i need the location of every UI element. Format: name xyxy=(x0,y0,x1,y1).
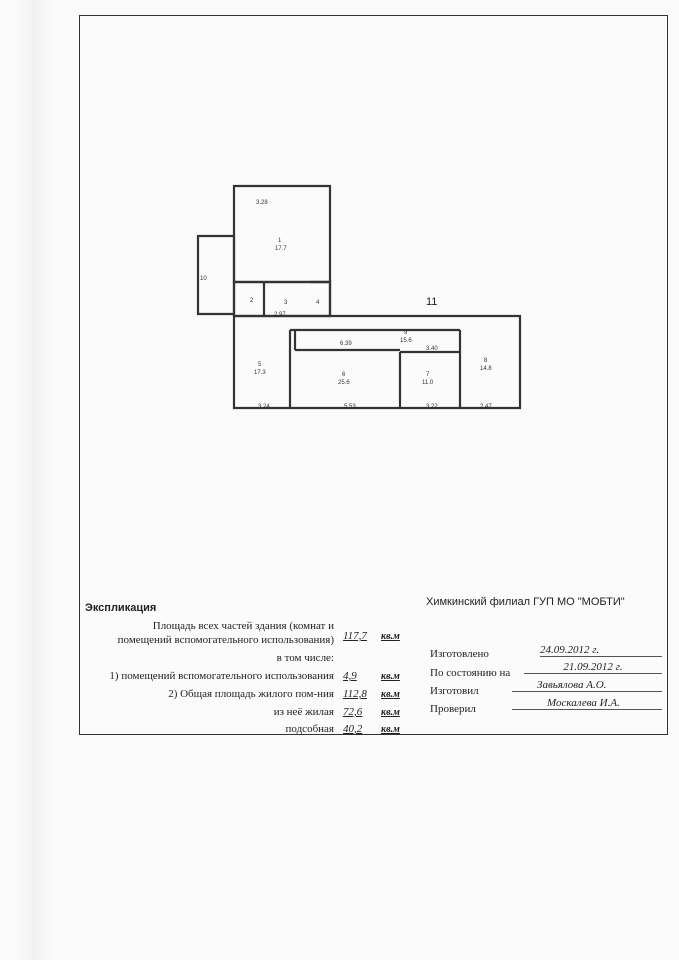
svg-text:7: 7 xyxy=(426,372,430,378)
svg-text:25.6: 25.6 xyxy=(338,380,350,386)
svg-text:6.39: 6.39 xyxy=(340,341,352,347)
svg-text:11.0: 11.0 xyxy=(422,380,434,386)
svg-text:3.24: 3.24 xyxy=(258,404,270,410)
svg-text:3: 3 xyxy=(284,300,288,306)
svg-text:17.3: 17.3 xyxy=(254,370,266,376)
scan-fold-shadow xyxy=(14,0,54,960)
made-value: 24.09.2012 г. xyxy=(540,644,662,657)
balcony-10-outline xyxy=(198,236,234,314)
state-value: 21.09.2012 г. xyxy=(524,661,662,674)
total-area-value: 117,7 xyxy=(343,630,367,642)
svg-text:5.53: 5.53 xyxy=(344,404,356,410)
living-total-label: 2) Общая площадь жилого пом-ния xyxy=(168,688,334,700)
room-area: 17.7 xyxy=(275,246,287,252)
aux-area-unit: кв.м xyxy=(381,671,400,682)
svg-text:5: 5 xyxy=(258,362,262,368)
aux-area-label: 1) помещений вспомогательного использования xyxy=(109,670,334,682)
svg-text:6: 6 xyxy=(342,372,346,378)
made-label: Изготовлено xyxy=(430,648,489,660)
state-label: По состоянию на xyxy=(430,667,511,679)
svg-text:3.22: 3.22 xyxy=(426,404,438,410)
checker-value: Москалева И.А. xyxy=(512,697,662,710)
total-area-label-line1: Площадь всех частей здания (комнат и xyxy=(152,620,334,632)
auxiliary-unit: кв.м xyxy=(381,724,400,735)
svg-text:2.47: 2.47 xyxy=(480,404,492,410)
living-value: 72,6 xyxy=(343,706,363,718)
svg-text:2: 2 xyxy=(250,298,254,304)
svg-text:3.40: 3.40 xyxy=(426,346,438,352)
maker-value: Завьялова А.О. xyxy=(512,679,662,692)
room-1-outline xyxy=(234,186,330,282)
svg-text:9: 9 xyxy=(404,330,408,336)
flat-number: 11 xyxy=(426,296,438,308)
checker-label: Проверил xyxy=(430,703,476,715)
aux-area-value: 4,9 xyxy=(343,670,357,682)
explication-title: Экспликация xyxy=(85,602,157,614)
living-unit: кв.м xyxy=(381,707,400,718)
living-label: из неё жилая xyxy=(273,706,334,718)
room-label: 1 xyxy=(278,238,282,244)
total-area-unit: кв.м xyxy=(381,631,400,642)
maker-label: Изготовил xyxy=(430,685,479,697)
svg-text:4: 4 xyxy=(316,300,320,306)
svg-text:15.6: 15.6 xyxy=(400,338,412,344)
svg-text:2.97: 2.97 xyxy=(274,312,286,318)
living-total-value: 112,8 xyxy=(343,688,367,700)
including-label: в том числе: xyxy=(276,652,334,664)
auxiliary-label: подсобная xyxy=(285,723,334,735)
org-name: Химкинский филиал ГУП МО "МОБТИ" xyxy=(426,596,625,608)
svg-text:14.8: 14.8 xyxy=(480,366,492,372)
living-total-unit: кв.м xyxy=(381,689,400,700)
auxiliary-value: 40,2 xyxy=(343,723,363,735)
svg-text:10: 10 xyxy=(200,276,207,282)
svg-text:3.28: 3.28 xyxy=(256,200,268,206)
total-area-label-line2: помещений вспомогательного использования) xyxy=(117,634,334,646)
floor-plan xyxy=(190,180,540,430)
svg-text:8: 8 xyxy=(484,358,488,364)
